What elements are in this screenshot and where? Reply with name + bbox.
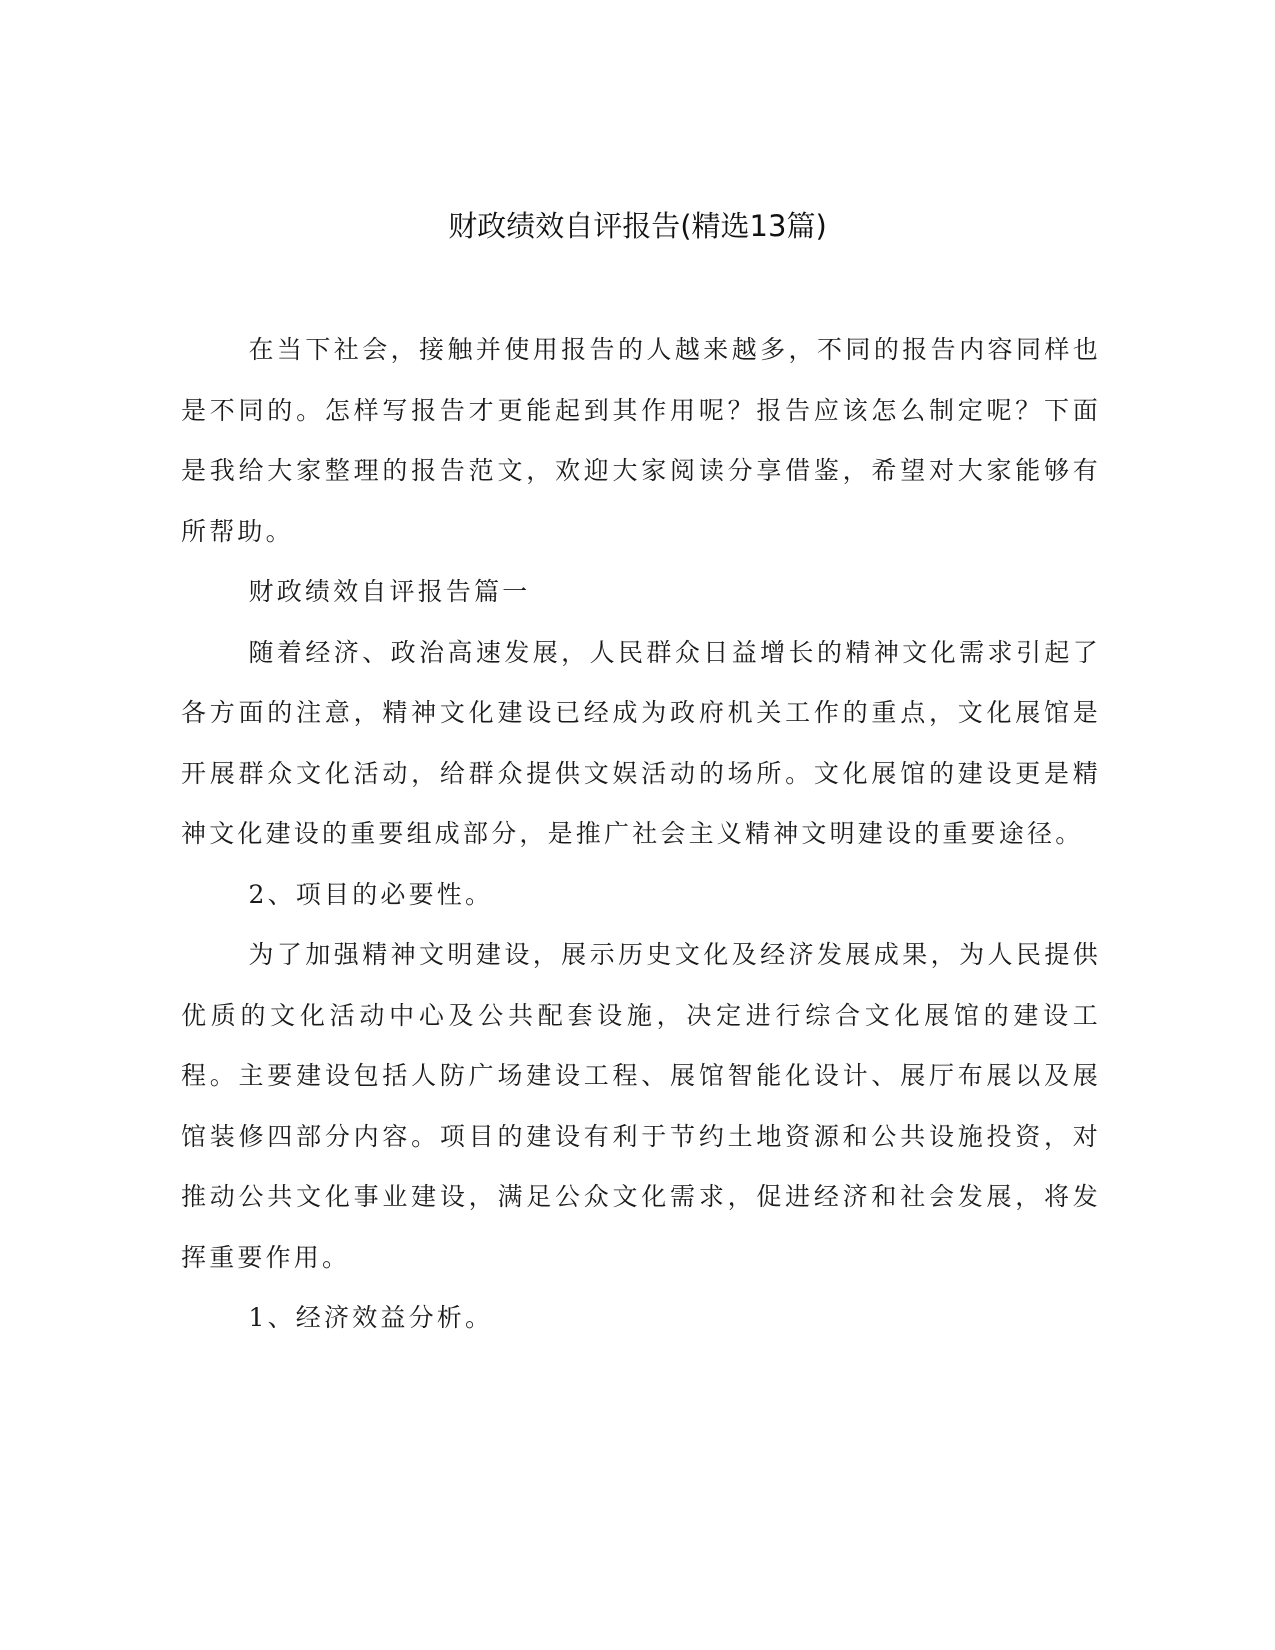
document-title: 财政绩效自评报告(精选13篇) xyxy=(448,209,827,243)
subheading-economic-analysis: 1、经济效益分析。 xyxy=(248,1303,494,1332)
paragraph-project: 为了加强精神文明建设，展示历史文化及经济发展成果，为人民提供优质的文化活动中心及公共配套设施，决定进行综合文化展馆的建设工程。主要建设包括人防广场建设工程、展馆智能化设计、展厅布展以及展馆装修四部分内容。项目的建设有利于节约土地资源和公共设施投资，对推动公共文化事业建设，满足公众文化需求，促进经济和社会发展，将发挥重要作用。 xyxy=(181,940,1101,1272)
subheading-necessity: 2、项目的必要性。 xyxy=(248,879,494,909)
section-heading: 财政绩效自评报告篇一 xyxy=(248,577,531,606)
paragraph-background: 随着经济、政治高速发展，人民群众日益增长的精神文化需求引起了各方面的注意，精神文化建设已经成为政府机关工作的重点，文化展馆是开展群众文化活动，给群众提供文娱活动的场所。文化展馆的建设更是精神文化建设的重要组成部分，是推广社会主义精神文明建设的重要途径。 xyxy=(181,637,1101,848)
document-body xyxy=(181,320,1101,1349)
paragraph-intro: 在当下社会，接触并使用报告的人越来越多，不同的报告内容同样也是不同的。怎样写报告才更能起到其作用呢？报告应该怎么制定呢？下面是我给大家整理的报告范文，欢迎大家阅读分享借鉴，希望对大家能够有所帮助。 xyxy=(181,335,1101,546)
